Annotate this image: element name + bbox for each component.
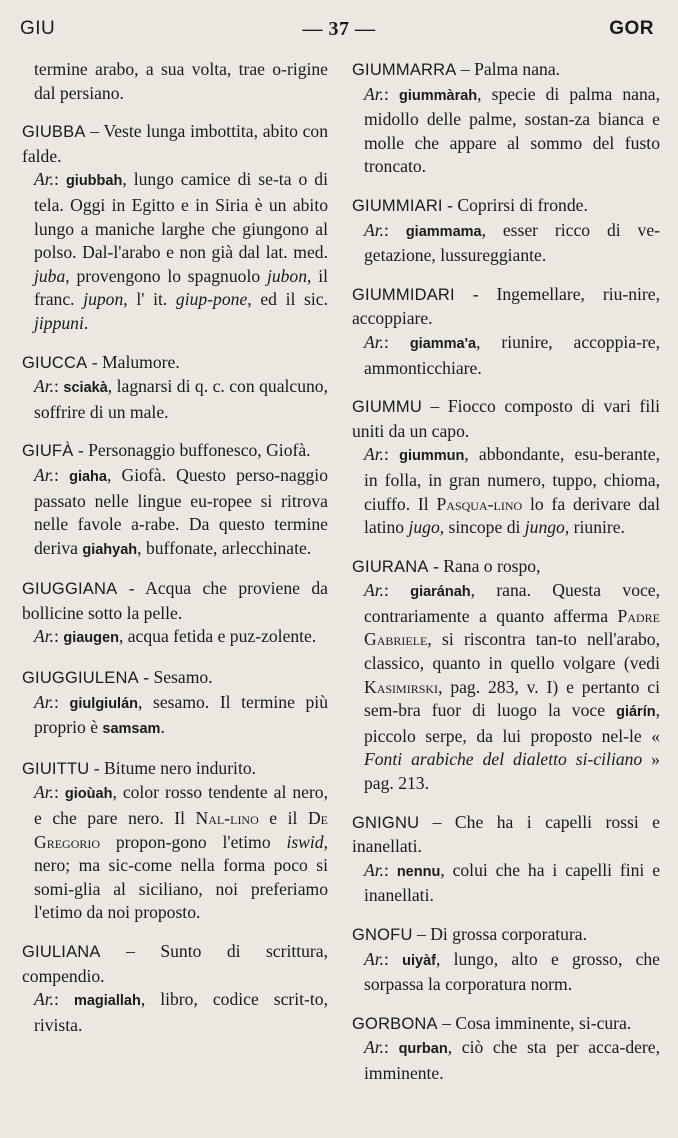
etymology-text: , il franc. [34, 265, 329, 310]
headword: GIUBBA [22, 123, 86, 142]
etymology: Ar.: giaha, Giofà. Questo perso-naggio passato nelle lingue eu-ropee si ritrova nelle favole a-rabe. Da questo termine deriva giahyah, buffonate, arlecchinate. [34, 464, 328, 558]
running-head-right: GOR [609, 18, 654, 39]
entry-giurana [352, 555, 660, 796]
etymology: Ar.: magiallah, libro, codice scrit-to, rivista. [34, 989, 328, 1035]
author-name: De Gregorio [34, 808, 328, 852]
arabic-word: giubbah [65, 173, 123, 190]
author-name: Kasimirski [364, 676, 439, 697]
ar-label: Ar. [364, 444, 385, 465]
italic-term: jungo [524, 517, 565, 538]
etymology-text: , buffonate, arlecchinate. [137, 537, 312, 558]
etymology-text: , sesamo. Il termine più proprio è [34, 691, 328, 738]
definition: – Veste lunga imbottita, abito con falde. [22, 121, 328, 166]
definition: – Sunto di scrittura, compendio. [22, 941, 328, 986]
etymology: Ar.: giulgiulán, sesamo. Il termine più proprio è samsam. [34, 691, 328, 738]
definition: - Personaggio buffonesco, Giofà. [73, 440, 311, 461]
entry-giucca [22, 351, 328, 425]
right-column [352, 58, 660, 1101]
continuation-text: termine arabo, a sua volta, trae o-rigine dal persiano. [34, 59, 328, 103]
arabic-word: giummàrah [398, 87, 478, 104]
headword: GIUCCA [22, 353, 88, 372]
definition: – Che ha i capelli rossi e inanellati. [352, 811, 660, 857]
etymology-text: , ciò che sta per acca-dere, imminente. [364, 1037, 660, 1083]
etymology-text: , riunire. [564, 517, 625, 538]
arabic-word: samsam [102, 721, 161, 738]
etymology: Ar.: giaugen, acqua fetida e puz-zolente. [34, 626, 317, 647]
italic-term: juba [34, 265, 66, 286]
arabic-word: giahyah [82, 541, 138, 558]
etymology-text: , piccolo serpe, da lui proposto nel-le « [364, 700, 660, 746]
ar-label: Ar. [364, 859, 385, 880]
arabic-word: giárín [616, 704, 656, 721]
definition: - Ingemellare, riu-nire, accoppiare. [352, 283, 660, 329]
etymology: Ar.: giubbah, lungo camice di se-ta o di tela. Oggi in Egitto e in Siria è un abito lungo a maniche larghe che giungono al polso. Dal-l'arabo e non già dal lat. med. juba, provengono lo spagnuolo jubon, il franc. jupon, l' it. giup-pone, ed il sic. jippuni. [34, 169, 329, 333]
definition: - Sesamo. [138, 667, 213, 688]
entry-giummiari [352, 194, 660, 268]
entry-giuggiulena [22, 666, 328, 742]
etymology-text: , abbondante, esu-berante, in folla, in gran numero, tuppo, chioma, ciuffo. Il [364, 444, 661, 514]
arabic-word: giaugen [63, 630, 119, 647]
etymology-text: , nero; ma sic-come nella forma poco si somi-glia al siciliano, noi preferiamo l'etimo da noi proposto. [34, 831, 328, 923]
definition: - Acqua che proviene da bollicine sotto la pelle. [22, 578, 328, 623]
etymology: Ar.: sciakà, lagnarsi di q. c. con qualcuno, soffrire di un male. [34, 376, 328, 422]
entry-giuittu [22, 757, 328, 925]
ar-label: Ar. [364, 948, 385, 969]
entry-gnofu [352, 923, 660, 997]
entry-giummidari [352, 283, 660, 380]
definition: - Malumore. [87, 351, 180, 372]
headword: GIUITTU [22, 759, 90, 778]
headword: GIUMMIARI [352, 196, 443, 215]
page-number: — 37 — [302, 18, 376, 40]
headword: GIUMMIDARI [352, 285, 455, 304]
arabic-word: giummun [399, 448, 465, 465]
etymology-text: propon-gono l'etimo [100, 831, 287, 852]
arabic-word: giaránah [410, 584, 471, 601]
italic-term: jugo [408, 517, 440, 538]
etymology-text: » pag. 213. [364, 749, 660, 794]
headword: GNOFU [352, 926, 413, 944]
etymology-text: , color rosso tendente al nero, e che pare nero. Il [34, 782, 328, 829]
left-column [22, 58, 328, 1052]
etymology-text: , rana. Questa voce, contrariamente a quanto afferma [364, 580, 661, 626]
etymology-text: . [83, 312, 89, 333]
entry-giuliana [22, 940, 328, 1037]
italic-term: giup-pone [175, 289, 248, 310]
etymology-text: , provengono lo spagnuolo [65, 265, 267, 286]
ar-label: Ar. [364, 580, 385, 601]
headword: GIUGGIULENA [22, 669, 139, 688]
arabic-word: nennu [396, 863, 441, 880]
ar-label: Ar. [34, 464, 55, 485]
definition: – Fiocco composto di vari fili uniti da un capo. [352, 396, 660, 441]
entry-giufa [22, 439, 328, 562]
definition: – Di grossa corporatura. [412, 924, 588, 944]
definition: - Bitume nero indurito. [89, 757, 257, 778]
etymology-text: e il [258, 808, 308, 829]
etymology-text: , ed il sic. [247, 289, 328, 310]
etymology-text: , Giofà. Questo perso-naggio passato nelle lingue eu-ropee si ritrova nelle favole a-rabe. Da questo termine deriva [34, 464, 328, 558]
etymology-text: , lungo, alto e grosso, che sorpassa la corporatura norm. [364, 948, 660, 995]
arabic-word: gioùah [64, 786, 113, 803]
etymology: Ar.: giaránah, rana. Questa voce, contrariamente a quanto afferma Padre Gabriele, si riscontra tan-to nell'arabo, classico, quanto in quello volgare (vedi Kasimirski, pag. 283, v. I) e pertanto ci sem-bra fuor di luogo la voce giárín, piccolo serpe, da lui proposto nel-le « Fonti arabiche del dialetto si-ciliano » pag. 213. [364, 580, 661, 794]
etymology-text: , acqua fetida e puz-zolente. [118, 626, 317, 647]
etymology-text: , lagnarsi di q. c. con qualcuno, soffrire di un male. [34, 376, 328, 422]
headword: GIUGGIANA [22, 580, 118, 599]
arabic-word: sciakà [63, 380, 108, 397]
etymology: Ar.: nennu, colui che ha i capelli fini e inanellati. [364, 859, 660, 906]
author-name: Nal-lino [195, 808, 259, 829]
etymology: Ar.: giammama, esser ricco di ve-getazione, lussureggiante. [364, 219, 660, 266]
ar-label: Ar. [34, 169, 55, 190]
ar-label: Ar. [34, 376, 55, 397]
arabic-word: qurban [398, 1041, 448, 1058]
headword: GIUMMU [352, 398, 422, 417]
etymology-text: , esser ricco di ve-getazione, lussureggiante. [364, 219, 660, 266]
etymology-text: , libro, codice scrit-to, rivista. [34, 989, 328, 1035]
definition: – Cosa imminente, si-cura. [437, 1012, 632, 1033]
etymology-text: , colui che ha i capelli fini e inanellati. [364, 859, 660, 906]
arabic-word: uiyàf [402, 952, 437, 969]
etymology: Ar.: uiyàf, lungo, alto e grosso, che sorpassa la corporatura norm. [364, 948, 660, 995]
italic-term: jubon [266, 265, 308, 286]
headword: GIULIANA [22, 943, 101, 961]
etymology: Ar.: giummun, abbondante, esu-berante, in folla, in gran numero, tuppo, chioma, ciuffo. Il Pasqua-lino lo fa derivare dal latino jugo, sincope di jungo, riunire. [364, 444, 661, 538]
author-name: Padre Gabriele [364, 605, 660, 650]
entry-giummu [352, 395, 660, 540]
running-head-left: GIU [20, 18, 56, 39]
entry-giubba [22, 120, 328, 335]
ar-label: Ar. [364, 83, 385, 104]
entry-giuggiana [22, 577, 328, 651]
italic-term: jupon [83, 289, 124, 310]
arabic-word: giaha [69, 468, 107, 485]
arabic-word: giammama [405, 223, 482, 240]
definition: - Coprirsi di fronde. [442, 194, 588, 215]
etymology-text: , riunire, accoppia-re, ammonticchiare. [364, 331, 660, 378]
etymology-text: , specie di palma nana, midollo delle palme, sostan-za bianca e molle che appare al sommo del fusto troncato. [364, 83, 660, 177]
ar-label: Ar. [364, 1037, 385, 1058]
etymology-text: , l' it. [123, 289, 176, 310]
arabic-word: giamma'a [409, 335, 477, 352]
entry-giummarra [352, 58, 660, 179]
headword: GORBONA [352, 1014, 438, 1033]
italic-term: iswid [286, 831, 324, 852]
ar-label: Ar. [34, 782, 55, 803]
headword: GNIGNU [352, 813, 420, 832]
definition: - Rana o rospo, [428, 555, 541, 576]
author-name: Pasqua-lino [436, 493, 523, 514]
etymology-text: , pag. 283, v. I) e pertanto ci sem-bra fuor di luogo la voce [364, 676, 660, 721]
etymology: Ar.: giamma'a, riunire, accoppia-re, ammonticchiare. [364, 331, 660, 378]
headword: GIUFÀ [22, 442, 74, 461]
ar-label: Ar. [364, 331, 385, 352]
ar-label: Ar. [34, 989, 55, 1010]
etymology: Ar.: gioùah, color rosso tendente al nero, e che pare nero. Il Nal-lino e il De Gregorio propon-gono l'etimo iswid, nero; ma sic-come nella forma poco si somi-glia al siciliano, noi preferiamo l'etimo da noi proposto. [34, 782, 328, 923]
headword: GIUMMARRA [352, 61, 457, 79]
etymology-text: , lungo camice di se-ta o di tela. Oggi in Egitto e in Siria è un abito lungo a maniche larghe che giungono al polso. Dal-l'arabo e non già dal lat. med. [34, 169, 328, 263]
etymology-text: , si riscontra tan-to nell'arabo, classico, quanto in quello volgare (vedi [364, 629, 660, 674]
ar-label: Ar. [34, 691, 55, 712]
headword: GIURANA [352, 557, 429, 576]
entry-gorbona [352, 1012, 660, 1086]
etymology: Ar.: giummàrah, specie di palma nana, midollo delle palme, sostan-za bianca e molle che appare al sommo del fusto troncato. [364, 83, 660, 177]
arabic-word: magiallah [73, 993, 141, 1010]
etymology-text: . [160, 717, 165, 738]
definition: – Palma nana. [456, 59, 561, 79]
etymology-text: lo fa derivare dal latino [364, 493, 660, 538]
arabic-word: giulgiulán [69, 695, 139, 712]
etymology-text: , sincope di [439, 517, 525, 538]
etymology: Ar.: qurban, ciò che sta per acca-dere, imminente. [364, 1037, 660, 1083]
italic-term: Fonti arabiche del dialetto si-ciliano [364, 749, 643, 770]
entry-gnignu [352, 811, 660, 908]
italic-term: jippuni [34, 312, 84, 333]
ar-label: Ar. [364, 219, 385, 240]
ar-label: Ar. [34, 626, 55, 647]
